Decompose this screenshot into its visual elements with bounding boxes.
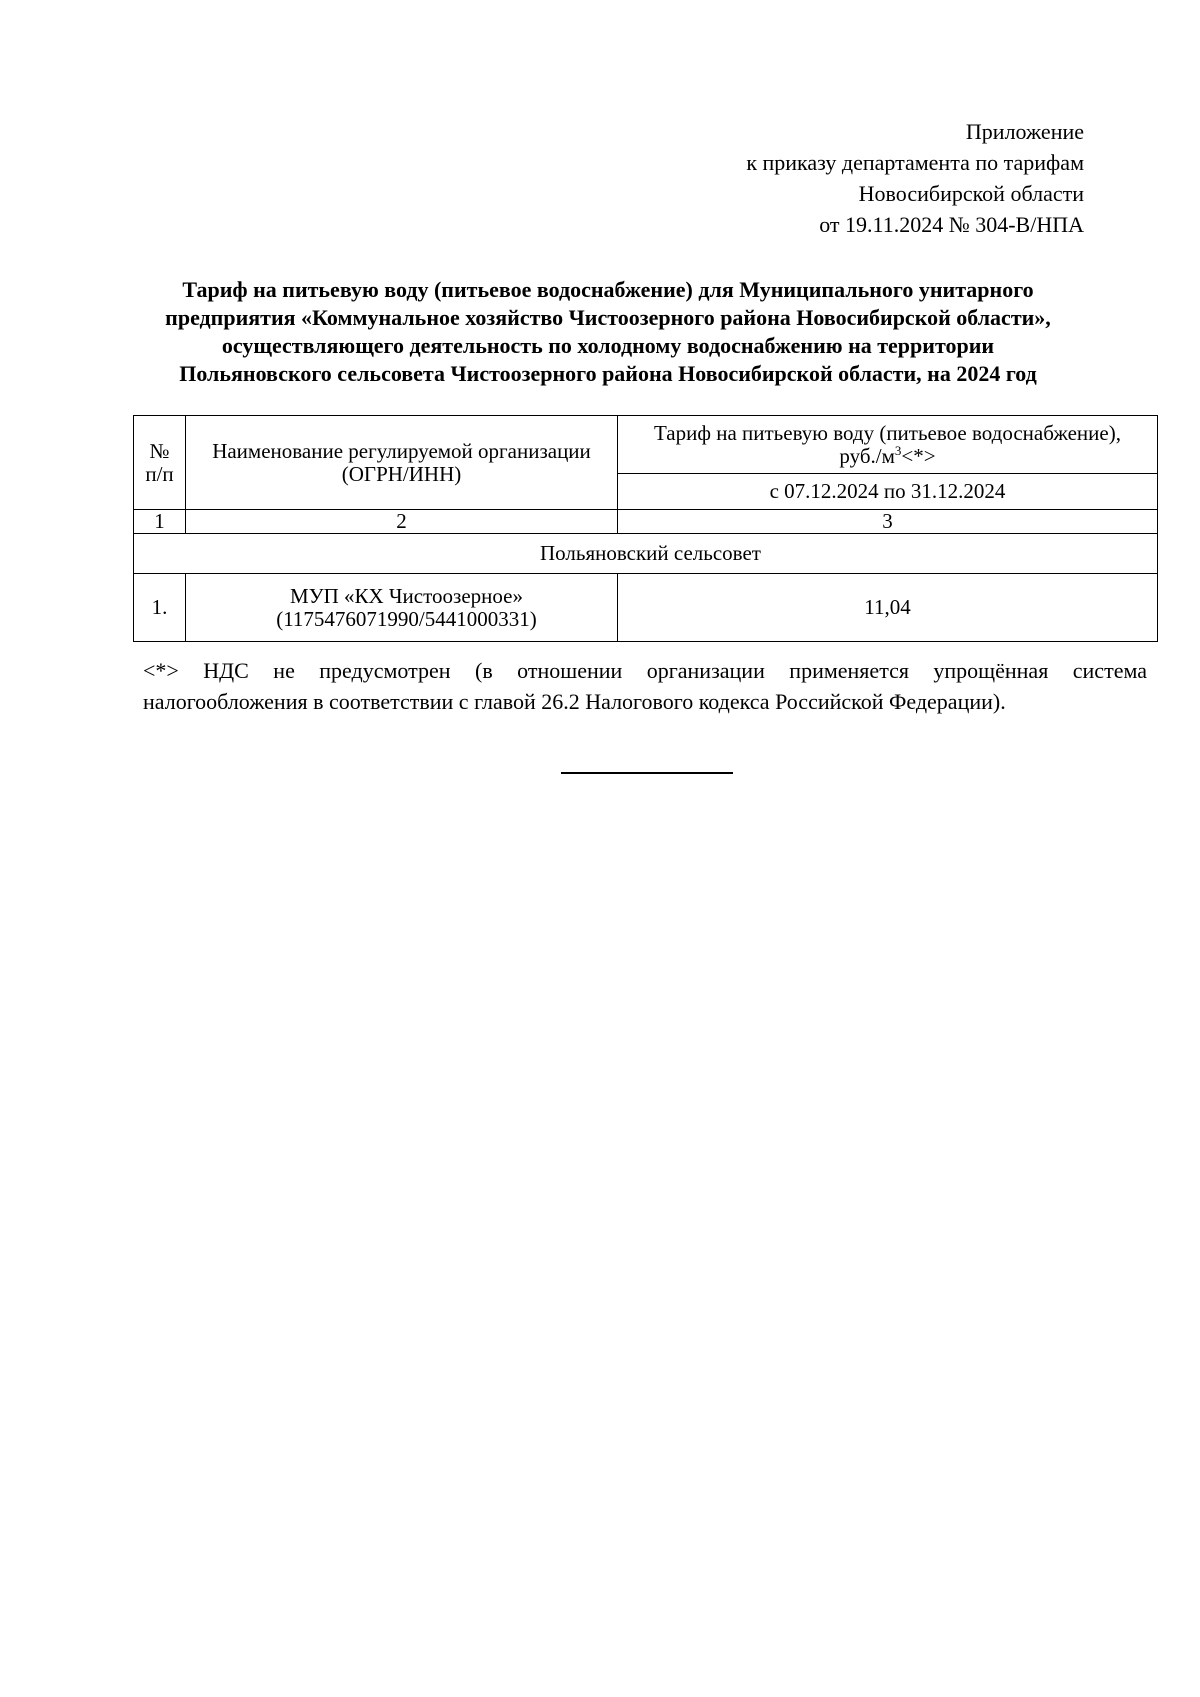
header-num-cell [134, 416, 186, 510]
document-title [132, 276, 1084, 388]
header-org-label: Наименование регулируемой организации [212, 438, 591, 463]
section-name: Польяновский сельсовет [134, 534, 1158, 574]
header-num-symbol: № [149, 438, 170, 463]
row-org-name: МУП «КХ Чистоозерное» [290, 583, 523, 608]
row-org-cell [186, 574, 618, 642]
appendix-line: Приложение [965, 119, 1084, 144]
footnote-line: налогообложения в соответствии с главой 26.2 Налогового кодекса Российской Федерации). [143, 689, 1006, 714]
appendix-line: к приказу департамента по тарифам [746, 150, 1084, 175]
title-line: предприятия «Коммунальное хозяйство Чистоозерного района Новосибирской области», [165, 305, 1051, 330]
column-number-3: 3 [618, 510, 1158, 534]
row-tariff-value: 11,04 [618, 574, 1158, 642]
header-org-ids-label: (ОГРН/ИНН) [341, 461, 462, 486]
appendix-block [484, 116, 1084, 240]
section-row [134, 534, 1158, 574]
header-tariff-unit: руб./м [839, 443, 895, 468]
header-tariff-cell [618, 416, 1158, 474]
footnote [143, 655, 1147, 717]
header-tariff-unit-exponent: 3 [894, 442, 902, 458]
column-number-2: 2 [186, 510, 618, 534]
title-line: Польяновского сельсовета Чистоозерного района Новосибирской области, на 2024 год [179, 361, 1037, 386]
header-num-label: п/п [145, 461, 174, 486]
header-tariff-label: Тариф на питьевую воду (питьевое водоснабжение), [654, 420, 1121, 445]
table-row [134, 574, 1158, 642]
appendix-line: Новосибирской области [858, 181, 1084, 206]
header-period-cell: с 07.12.2024 по 31.12.2024 [618, 474, 1158, 510]
title-line: осуществляющего деятельность по холодному водоснабжению на территории [221, 333, 995, 358]
footnote-line: <*> НДС не предусмотрен (в отношении организации применяется упрощённая система [143, 658, 1147, 683]
header-tariff-unit-line [618, 442, 1157, 468]
row-num: 1. [134, 574, 186, 642]
title-line: Тариф на питьевую воду (питьевое водоснабжение) для Муниципального унитарного [182, 277, 1034, 302]
appendix-order-date: от 19.11.2024 № 304-В/НПА [819, 212, 1084, 237]
column-number-1: 1 [134, 510, 186, 534]
table-header-row [134, 416, 1158, 474]
header-tariff-note-mark: <*> [901, 443, 936, 468]
column-number-row [134, 510, 1158, 534]
header-org-cell [186, 416, 618, 510]
row-org-ids: (1175476071990/5441000331) [276, 606, 537, 631]
end-separator-line [561, 772, 733, 774]
tariff-table [133, 415, 1158, 642]
